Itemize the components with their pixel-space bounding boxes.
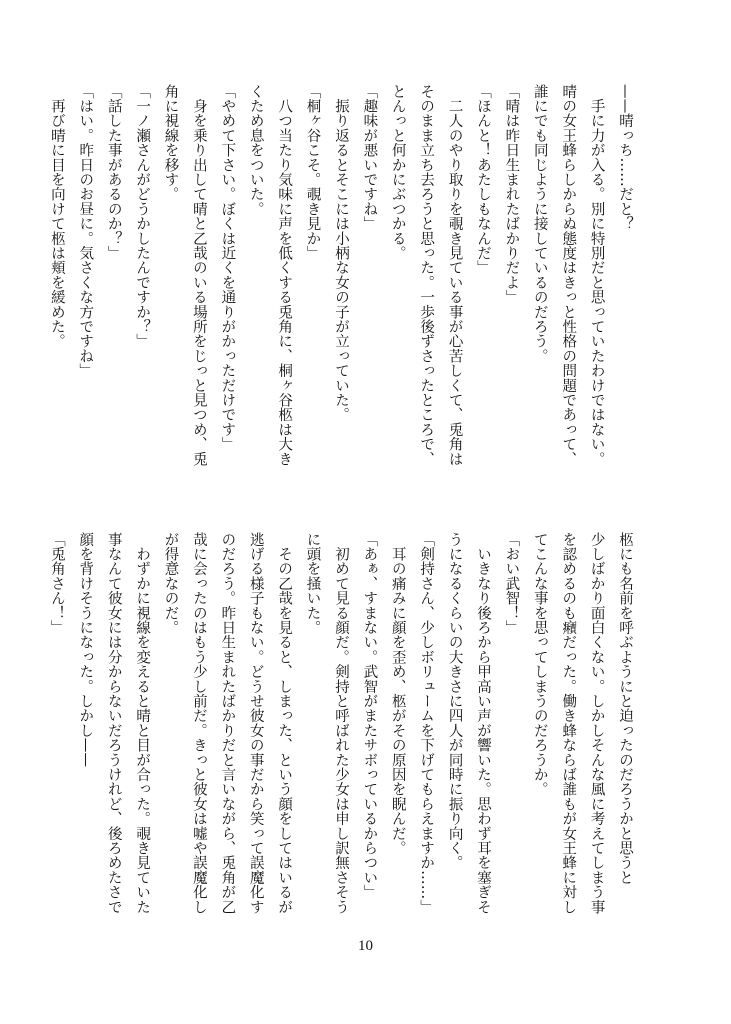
- text-line: くため息をついた。: [247, 84, 264, 217]
- text-line: 初めて見る顔だ。剣持と呼ばれた少女は申し訳無さそう: [332, 532, 349, 915]
- text-line: その乙哉を見ると、しまった、という顔をしてはいるが: [276, 532, 293, 915]
- text-line: 身を乗り出して晴と乙哉のいる場所をじっと見つめ、兎: [190, 84, 207, 467]
- text-line: 事なんて彼女には分からないだろうけれど、後ろめたさで: [105, 532, 122, 915]
- text-line: 八つ当たり気味に声を低くする兎角に、桐ヶ谷柩は大き: [276, 84, 293, 467]
- text-line: 「趣味が悪いですね」: [361, 84, 378, 231]
- text-line: 誰にでも同じように接しているのだろう。: [531, 84, 548, 364]
- text-line: に頭を掻いた。: [304, 532, 321, 635]
- text-line: そのまま立ち去ろうと思った。一歩後ずさったところで、: [418, 84, 435, 467]
- text-line: 「はい。昨日のお昼に。気さくな方ですね」: [77, 84, 94, 378]
- text-line: わずかに視線を変えると晴と目が合った。覗き見ていた: [134, 532, 151, 915]
- text-line: 耳の痛みに顔を歪め、柩がその原因を睨んだ。: [389, 532, 406, 856]
- text-line: 柩にも名前を呼ぶようにと迫ったのだろうかと思うと: [617, 532, 633, 885]
- text-line: 少しばかり面白くない。しかしそんな風に考えてしまう事: [588, 532, 605, 915]
- text-line: 「桐ヶ谷こそ。覗き見か」: [304, 84, 321, 261]
- text-line: 「あぁ、すまない。武智がまたサボっているからつい」: [361, 532, 378, 900]
- text-line: 「晴は昨日生まれたばかりだよ」: [503, 84, 520, 305]
- text-line: 角に視線を移す。: [162, 84, 179, 202]
- text-line: を認めるのも癪だった。働き蜂ならば誰もが女王蜂に対し: [560, 532, 577, 915]
- text-line: てこんな事を思ってしまうのだろうか。: [531, 532, 548, 797]
- text-line: 振り返るとそこには小柄な女の子が立っていた。: [332, 84, 349, 423]
- text-line: 「兎角さん！」: [48, 532, 65, 635]
- page-number: 10: [358, 938, 373, 954]
- text-line: 哉に会ったのはもう少し前だ。きっと彼女は嘘や誤魔化し: [190, 532, 207, 915]
- lower-text-block: [48, 532, 639, 952]
- text-line: 「剣持さん、少しボリュームを下げてもらえますか……」: [418, 532, 435, 915]
- text-line: 晴の女王蜂らしからぬ態度はきっと性格の問題であって、: [560, 84, 577, 467]
- text-line: 逃げる様子もない。どうせ彼女の事だから笑って誤魔化す: [247, 532, 264, 915]
- text-line: 「話した事があるのか？」: [105, 84, 122, 261]
- upper-text-block: [48, 84, 639, 504]
- text-line: ——晴っち……だと？: [617, 84, 633, 231]
- text-line: 顔を背けそうになった。しかし——: [77, 532, 94, 768]
- text-line: 二人のやり取りを覗き見ている事が心苦しくて、兎角は: [446, 84, 463, 467]
- text-line: 手に力が入る。別に特別だと思っていたわけではない。: [588, 84, 605, 467]
- text-line: が得意なのだ。: [162, 532, 179, 635]
- text-line: 「おい武智！」: [503, 532, 520, 635]
- text-line: のだろう。昨日生まれたばかりだと言いながら、兎角が乙: [219, 532, 236, 915]
- text-line: とんっと何かにぶつかる。: [389, 84, 406, 261]
- text-line: 「一ノ瀬さんがどうかしたんですか？」: [134, 84, 151, 349]
- text-line: 「ほんと！あたしもなんだ」: [474, 84, 491, 276]
- text-line: いきなり後ろから甲高い声が響いた。思わず耳を塞ぎそ: [474, 532, 491, 915]
- text-line: うになるくらいの大きさに四人が同時に振り向く。: [446, 532, 463, 871]
- text-line: 再び晴に目を向けて柩は頬を緩めた。: [48, 84, 65, 349]
- text-line: 「やめて下さい。ぼくは近くを通りがかっただけです」: [219, 84, 236, 452]
